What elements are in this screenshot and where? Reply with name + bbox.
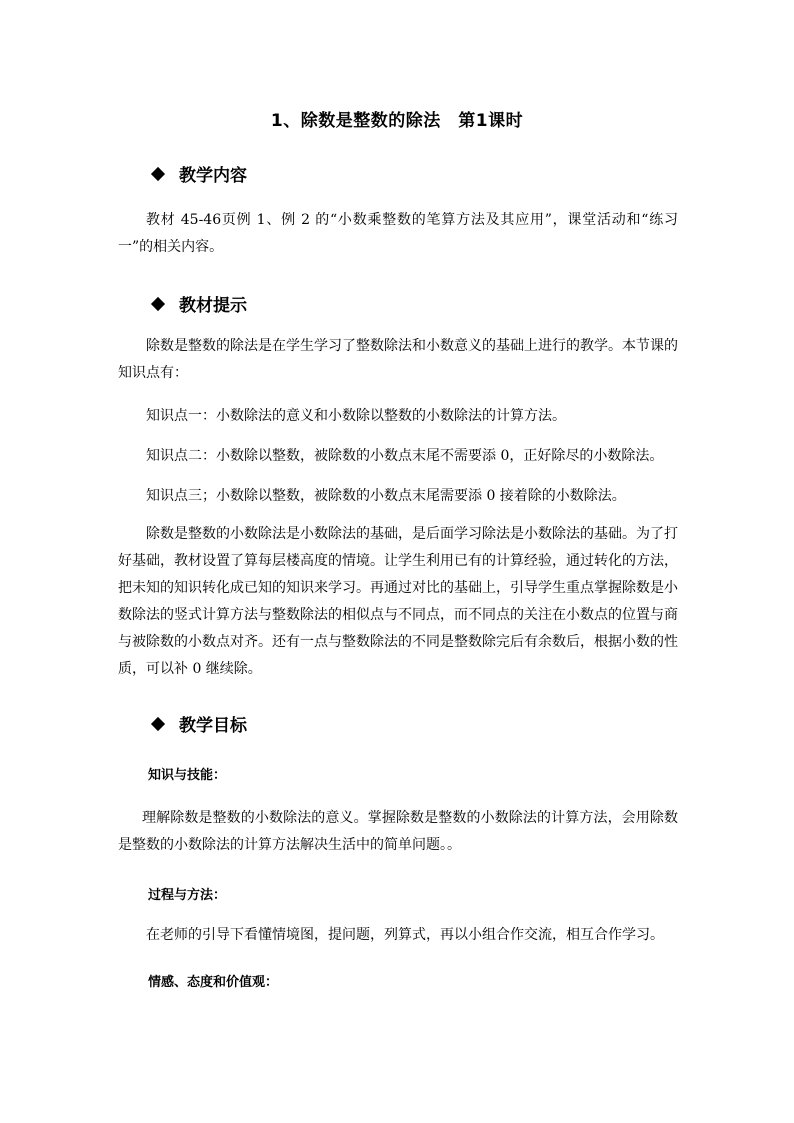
emotion-values-label: 情感、态度和价值观：	[148, 975, 279, 990]
diamond-bullet-icon	[151, 166, 165, 180]
knowledge-skills-label: 知识与技能：	[148, 768, 227, 783]
section-heading-label: 教材提示	[179, 296, 247, 316]
diamond-bullet-icon	[151, 296, 165, 310]
knowledge-point-1: 知识点一：小数除法的意义和小数除以整数的小数除法的计算方法。	[146, 408, 566, 424]
section-heading-hints	[150, 291, 247, 316]
section-heading-label: 教学目标	[179, 716, 247, 736]
knowledge-point-3: 知识点三；小数除以整数，被除数的小数点末尾需要添 0 接着除的小数除法。	[146, 488, 626, 504]
knowledge-skills-text: 理解除数是整数的小数除法的意义。掌握除数是整数的小数除法的计算方法，会用除数是整数的小数除法的计算方法解决生活中的简单问题。。	[118, 810, 678, 853]
section-heading-label: 教学内容	[179, 166, 247, 186]
section-heading-content	[150, 161, 247, 186]
process-methods-label: 过程与方法：	[148, 888, 227, 903]
section-heading-goals	[150, 711, 247, 736]
content-paragraph: 教材 45-46页例 1、例 2 的“小数乘整数的笔算方法及其应用”，课堂活动和“练习一”的相关内容。	[118, 212, 678, 255]
hints-intro-paragraph: 除数是整数的除法是在学生学习了整数除法和小数意义的基础上进行的教学。本节课的知识点有：	[118, 338, 678, 381]
page-title: 1、除数是整数的除法 第1课时	[270, 111, 524, 131]
diamond-bullet-icon	[151, 716, 165, 730]
knowledge-point-2: 知识点二：小数除以整数，被除数的小数点末尾不需要添 0，正好除尽的小数除法。	[146, 448, 664, 464]
process-methods-text: 在老师的引导下看懂情境图，提问题，列算式，再以小组合作交流，相互合作学习。	[146, 927, 664, 943]
hints-body-paragraph: 除数是整数的小数除法是小数除法的基础，是后面学习除法是小数除法的基础。为了打好基础，教材设置了算每层楼高度的情境。让学生利用已有的计算经验，通过转化的方法，把未知的知识转化成已知的知识来学习。再通过对比的基础上，引导学生重点掌握除数是小数除法的竖式计算方法与整数除法的相似点与不同点，而不同点的关注在小数点的位置与商与被除数的小数点对齐。还有一点与整数除法的不同是整数除完后有余数后，根据小数的性质，可以补 0 继续除。	[118, 526, 678, 677]
